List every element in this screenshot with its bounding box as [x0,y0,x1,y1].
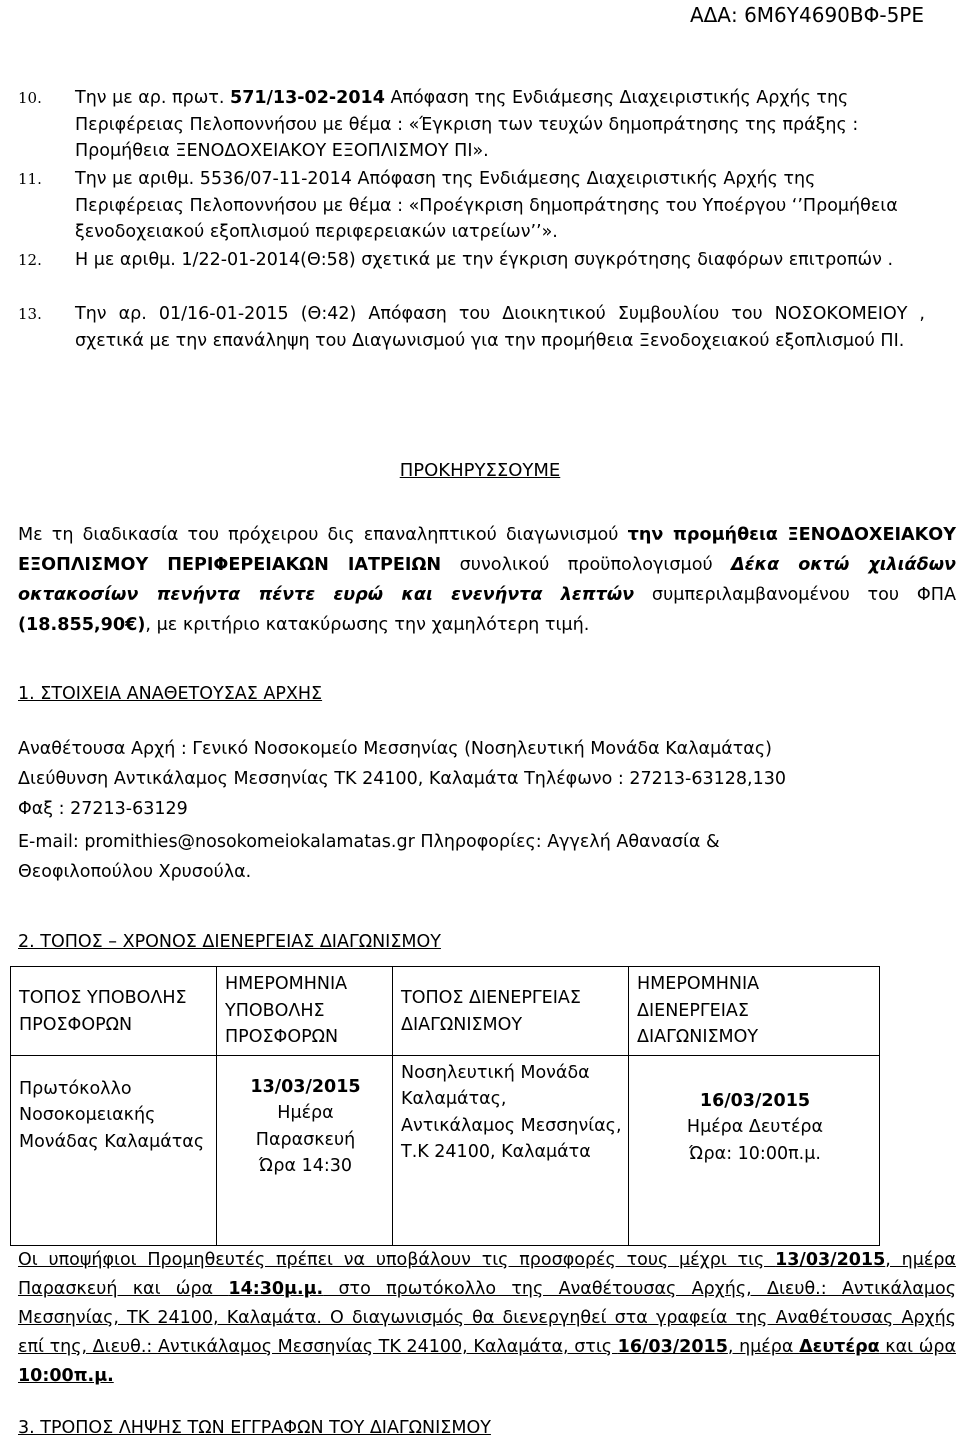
email-line: E-mail: promithies@nosokomeiokalamatas.gr Πληροφορίες: Αγγελή Αθανασία & [18,832,720,852]
item-number: 12. [18,251,42,269]
item-number: 13. [18,305,42,323]
item-text: Την αρ. 01/16-01-2015 (Θ:42) Απόφαση του Διοικητικού Συμβουλίου του ΝΟΣΟΚΟΜΕΙΟΥ , σχετικά με την επανάληψη του Διαγωνισμού για την προμήθεια Ξενοδοχειακού εξοπλισμού ΠΙ. [75,304,925,351]
submission-notice: Οι υποψήφιοι Προμηθευτές πρέπει να υποβάλουν τις προσφορές τους μέχρι τις 13/03/2015, ημέρα Παρασκευή και ώρα 14:30μ.μ. στο πρωτόκολλο της Αναθέτουσας Αρχής, Διευθ.: Αντικάλαμος Μεσσηνίας, ΤΚ 24100, Καλαμάτα. Ο διαγωνισμός θα διενεργηθεί στα γραφεία της Αναθέτουσας Αρχής επί της, Διευθ.: Αντικάλαμος Μεσσηνίας ΤΚ 24100, Καλαμάτα, στις 16/03/2015, ημέρα Δευτέρα και ώρα 10:00π.μ. [18,1250,956,1386]
item-text: Την με αρ. πρωτ. 571/13-02-2014 Απόφαση της Ενδιάμεσης Διαχειριστικής Αρχής της Περιφέρειας Πελοποννήσου με θέμα : «Έγκριση των τευχών δημοπράτησης της πράξης : Προμήθεια ΞΕΝΟΔΟΧΕΙΑΚΟΥ ΕΞΟΠΛΙΣΜΟΥ ΠΙ». [75,88,859,161]
section-3-title: 3. ΤΡΟΠΟΣ ΛΗΨΗΣ ΤΩΝ ΕΓΓΡΑΦΩΝ ΤΟΥ ΔΙΑΓΩΝΙΣΜΟΥ [18,1418,491,1438]
section-1-title: 1. ΣΤΟΙΧΕΙΑ ΑΝΑΘΕΤΟΥΣΑΣ ΑΡΧΗΣ [18,684,323,704]
section-2-title: 2. ΤΟΠΟΣ – ΧΡΟΝΟΣ ΔΙΕΝΕΡΓΕΙΑΣ ΔΙΑΓΩΝΙΣΜΟΥ [18,932,441,952]
proclamation-heading: ΠΡΟΚΗΡΥΣΣΟΥΜΕ [399,460,561,481]
header-cell: ΗΜΕΡΟΜΗΝΙΑ ΔΙΕΝΕΡΓΕΙΑΣ ΔΙΑΓΩΝΙΣΜΟΥ [629,967,880,1056]
submission-place-cell: Πρωτόκολλο Νοσοκομειακής Μονάδας Καλαμάτας [11,1055,217,1245]
fax-line: Φαξ : 27213-63129 [18,799,188,819]
item-number: 10. [18,89,42,107]
intro-paragraph: Με τη διαδικασία του πρόχειρου δις επαναληπτικού διαγωνισμού την προμήθεια ΞΕΝΟΔΟΧΕΙΑΚΟΥ ΕΞΟΠΛΙΣΜΟΥ ΠΕΡΙΦΕΡΕΙΑΚΩΝ ΙΑΤΡΕΙΩΝ συνολικού προϋπολογισμού Δέκα οκτώ χιλιάδων οκτακοσίων πενήντα πέντε ευρώ και ενενήντα λεπτών συμπεριλαμβανομένου του ΦΠΑ (18.855,90€), με κριτήριο κατακύρωσης την χαμηλότερη τιμή. [18,525,957,635]
submission-date-cell: 13/03/2015 Ημέρα Παρασκευή Ώρα 14:30 [217,1055,393,1245]
tender-schedule-table [10,966,880,1246]
tender-place-cell: Νοσηλευτική Μονάδα Καλαμάτας, Αντικάλαμος Μεσσηνίας, Τ.Κ 24100, Καλαμάτα [393,1055,629,1245]
contracting-authority-info [18,734,956,824]
contact-names-line: Θεοφιλοπούλου Χρυσούλα. [18,862,252,882]
header-cell: ΤΟΠΟΣ ΥΠΟΒΟΛΗΣ ΠΡΟΣΦΟΡΩΝ [11,967,217,1056]
ada-code: ΑΔΑ: 6Μ6Υ4690ΒΦ-5ΡΕ [689,3,924,27]
authority-line: Αναθέτουσα Αρχή : Γενικό Νοσοκομείο Μεσσηνίας (Νοσηλευτική Μονάδα Καλαμάτας) [18,739,772,759]
item-number: 11. [18,170,42,188]
address-line: Διεύθυνση Αντικάλαμος Μεσσηνίας ΤΚ 24100, Καλαμάτα Τηλέφωνο : 27213-63128,130 [18,769,787,789]
tender-date-cell: 16/03/2015 Ημέρα Δευτέρα Ώρα: 10:00π.μ. [629,1055,880,1245]
table-row [11,1055,880,1245]
table-header-row [11,967,880,1056]
contact-info [18,827,956,887]
header-cell: ΤΟΠΟΣ ΔΙΕΝΕΡΓΕΙΑΣ ΔΙΑΓΩΝΙΣΜΟΥ [393,967,629,1056]
header-cell: ΗΜΕΡΟΜΗΝΙΑ ΥΠΟΒΟΛΗΣ ΠΡΟΣΦΟΡΩΝ [217,967,393,1056]
item-text: Η με αριθμ. 1/22-01-2014(Θ:58) σχετικά με την έγκριση συγκρότησης διαφόρων επιτροπών . [75,250,894,270]
item-text: Την με αριθμ. 5536/07-11-2014 Απόφαση της Ενδιάμεσης Διαχειριστικής Αρχής της Περιφέρειας Πελοποννήσου με θέμα : «Προέγκριση δημοπράτησης του Υποέργου ‘’Προμήθεια ξενοδοχειακού εξοπλισμού περιφερειακών ιατρείων’’». [75,169,898,242]
